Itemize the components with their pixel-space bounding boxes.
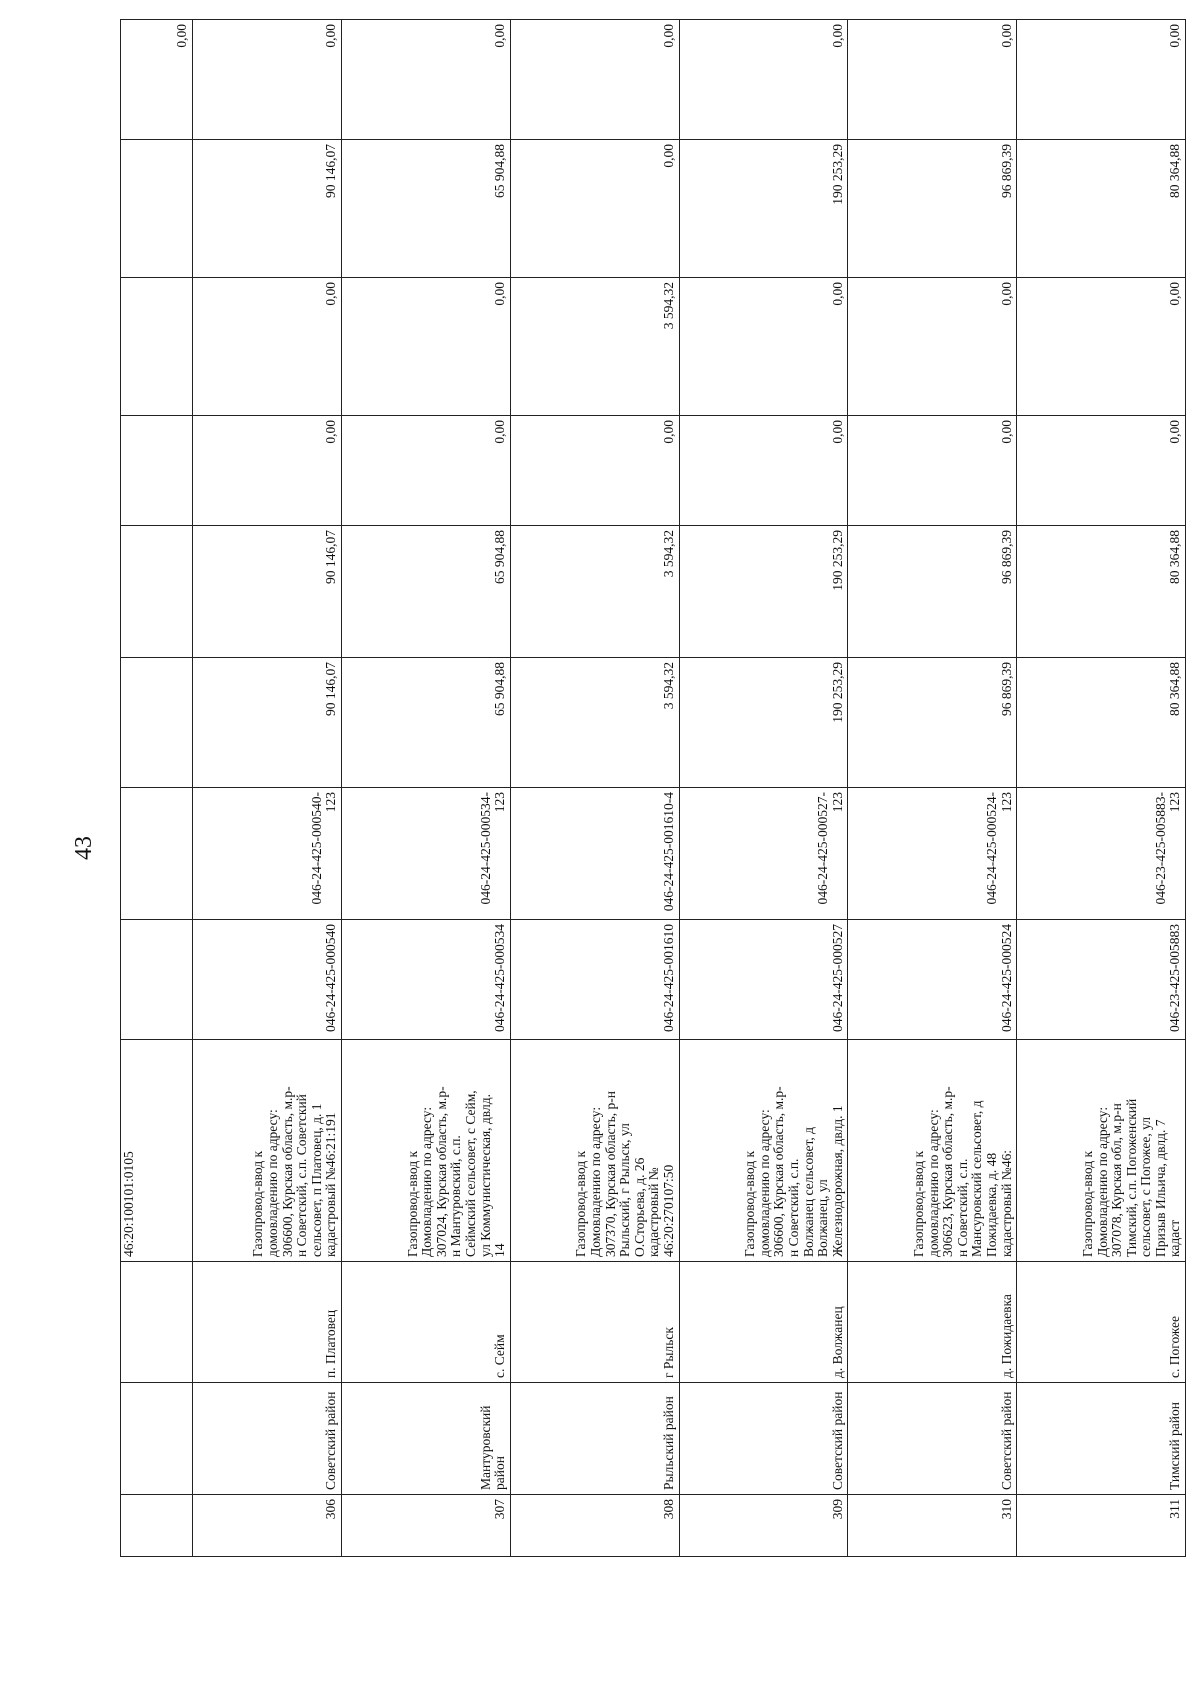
initial-cost: 80 364,88	[1167, 662, 1183, 716]
value-b: 0,00	[323, 420, 339, 444]
value-c: 0,00	[323, 282, 339, 306]
value-a-cell	[510, 526, 679, 658]
value-c-cell	[679, 278, 848, 416]
value-d: 0,00	[660, 24, 676, 48]
registry-number-cell	[341, 788, 510, 920]
value-c: 0,00	[1167, 282, 1183, 306]
initial-cost: 90 146,07	[323, 662, 339, 716]
description-line: 14	[492, 1243, 508, 1257]
locality: д. Пожидаевка	[998, 1294, 1014, 1378]
district: Рыльский район	[660, 1396, 676, 1490]
header-cell	[121, 416, 193, 526]
description-line: домовладению по адресу:	[264, 1109, 280, 1257]
row-number-cell	[341, 1495, 510, 1557]
value-b: 0,00	[660, 420, 676, 444]
cadastral-header-cell	[121, 1040, 193, 1262]
description-line: Газопровод-ввод к	[1079, 1150, 1095, 1257]
value-a: 190 253,29	[829, 530, 845, 591]
locality: с. Сейм	[492, 1334, 508, 1378]
value-a-cell	[192, 526, 341, 658]
description-line: О.Сторьева, д. 26	[631, 1157, 647, 1257]
table-row-header	[121, 20, 193, 1557]
row-number-cell	[510, 1495, 679, 1557]
header-cell	[121, 278, 193, 416]
registry-number-cell	[679, 788, 848, 920]
value-d-cell	[341, 20, 510, 140]
table-row	[510, 20, 679, 1557]
locality-cell	[192, 1262, 341, 1383]
inventory-number-cell	[192, 920, 341, 1040]
value-b-cell	[192, 416, 341, 526]
initial-cost: 190 253,29	[829, 662, 845, 723]
residual-value-cell	[1017, 140, 1186, 278]
row-number-cell	[192, 1495, 341, 1557]
locality: д. Волжанец	[829, 1306, 845, 1378]
value-b: 0,00	[998, 420, 1014, 444]
row-number: 310	[998, 1499, 1014, 1520]
header-cell	[121, 140, 193, 278]
description-line: Домовладению по адресу:	[588, 1106, 604, 1257]
description-line: кадастровый №46:	[998, 1150, 1014, 1257]
value-c-cell	[1017, 278, 1186, 416]
residual-value: 190 253,29	[829, 144, 845, 205]
residual-value-cell	[679, 140, 848, 278]
description-line: домовладению по адресу:	[756, 1109, 772, 1257]
value-b-cell	[679, 416, 848, 526]
value-a-cell	[341, 526, 510, 658]
registry-number: 046-23-425-005883-123	[1152, 792, 1183, 905]
value-c: 0,00	[998, 282, 1014, 306]
value-a: 80 364,88	[1167, 530, 1183, 584]
value-d: 0,00	[998, 24, 1014, 48]
description-line: Тимский, с.п. Погоженский	[1123, 1098, 1139, 1257]
header-cell	[121, 526, 193, 658]
inventory-number: 046-24-425-000534	[492, 924, 508, 1032]
initial-cost-cell	[510, 658, 679, 788]
row-number-cell	[848, 1495, 1017, 1557]
value-b: 0,00	[492, 420, 508, 444]
initial-cost: 96 869,39	[998, 662, 1014, 716]
residual-value-cell	[341, 140, 510, 278]
inventory-number: 046-24-425-001610	[660, 924, 676, 1032]
row-number: 311	[1167, 1499, 1183, 1519]
description-line: н Советский, с.п. Советский	[294, 1094, 310, 1257]
district-cell	[510, 1383, 679, 1495]
description-line: кадаст	[1167, 1219, 1183, 1257]
residual-value: 65 904,88	[492, 144, 508, 198]
initial-cost-cell	[679, 658, 848, 788]
locality: п. Платовец	[323, 1309, 339, 1378]
value-b: 0,00	[1167, 420, 1183, 444]
district-cell	[848, 1383, 1017, 1495]
description-line: Волжанец сельсовет, д	[800, 1126, 816, 1257]
table-row	[679, 20, 848, 1557]
value-a: 3 594,32	[660, 530, 676, 578]
value-b: 0,00	[829, 420, 845, 444]
registry-number-cell	[192, 788, 341, 920]
initial-cost-cell	[341, 658, 510, 788]
page-number: 43	[71, 836, 97, 860]
header-zero-value: 0,00	[174, 24, 190, 48]
initial-cost-cell	[1017, 658, 1186, 788]
header-cell	[121, 658, 193, 788]
inventory-number: 046-23-425-005883	[1167, 924, 1183, 1032]
value-a-cell	[1017, 526, 1186, 658]
value-a: 96 869,39	[998, 530, 1014, 584]
description-line: Газопровод-ввод к	[911, 1150, 927, 1257]
district-cell	[341, 1383, 510, 1495]
residual-value: 80 364,88	[1167, 144, 1183, 198]
header-cell	[121, 920, 193, 1040]
table-row	[192, 20, 341, 1557]
description-line: Газопровод-ввод к	[404, 1150, 420, 1257]
district: Тимский район	[1167, 1402, 1183, 1490]
description-line: кадастровый №46:21:191	[323, 1112, 339, 1257]
value-d-cell	[192, 20, 341, 140]
row-number: 308	[660, 1499, 676, 1520]
description-line: 306600, Курская область, м.р-	[771, 1086, 787, 1257]
locality-cell	[341, 1262, 510, 1383]
locality-cell	[1017, 1262, 1186, 1383]
description-line: Газопровод-ввод к	[742, 1150, 758, 1257]
registry-number-cell	[1017, 788, 1186, 920]
row-number: 307	[492, 1499, 508, 1520]
value-a-cell	[679, 526, 848, 658]
registry-number: 046-24-425-001610-4	[660, 792, 676, 912]
registry-number-cell	[510, 788, 679, 920]
registry-number: 046-24-425-000534-123	[477, 792, 508, 905]
inventory-number-cell	[679, 920, 848, 1040]
description-line: домовладению по адресу:	[925, 1109, 941, 1257]
residual-value-cell	[192, 140, 341, 278]
table-row	[848, 20, 1017, 1557]
inventory-number-cell	[510, 920, 679, 1040]
district-cell	[1017, 1383, 1186, 1495]
value-c: 0,00	[829, 282, 845, 306]
description-line: 306600, Курская область, м.р-	[279, 1086, 295, 1257]
description-line: Газопровод-ввод к	[250, 1150, 266, 1257]
inventory-number: 046-24-425-000527	[829, 924, 845, 1032]
residual-value-cell	[848, 140, 1017, 278]
residual-value: 90 146,07	[323, 144, 339, 198]
description-line: Мансуровский сельсовет, д	[969, 1100, 985, 1257]
object-description-cell	[510, 1040, 679, 1262]
description-line: 306623, Курская область, м.р-	[940, 1086, 956, 1257]
description-line: 307024, Курская область, м.р-	[433, 1086, 449, 1257]
rotated-table-container	[120, 24, 1186, 1557]
description-line: сельсовет, с Погожее, ул	[1138, 1117, 1154, 1257]
value-d-cell	[1017, 20, 1186, 140]
residual-value: 0,00	[660, 144, 676, 168]
row-number: 306	[323, 1499, 339, 1520]
header-cell	[121, 788, 193, 920]
description-line: ул Коммунистическая, двлд.	[477, 1094, 493, 1257]
residual-value-cell	[510, 140, 679, 278]
header-cell	[121, 1495, 193, 1557]
description-line: н Советский, с.п.	[954, 1158, 970, 1257]
header-zero-cell	[121, 20, 193, 140]
district: Советский район	[829, 1391, 845, 1490]
value-c-cell	[848, 278, 1017, 416]
value-c-cell	[510, 278, 679, 416]
cadastral-number: 46:20:100101:0105	[121, 1151, 136, 1257]
description-line: 307370, Курская область, р-н	[602, 1091, 618, 1257]
description-line: н Мантуровский, с.п.	[448, 1135, 464, 1257]
description-line: Сеймский сельсовет, с Сейм,	[462, 1090, 478, 1257]
value-c: 0,00	[492, 282, 508, 306]
district: Мантуровский район	[477, 1405, 508, 1490]
row-number-cell	[1017, 1495, 1186, 1557]
locality-cell	[848, 1262, 1017, 1383]
inventory-number-cell	[341, 920, 510, 1040]
description-line: Волжанец, ул	[815, 1179, 831, 1257]
district-cell	[679, 1383, 848, 1495]
inventory-number-cell	[1017, 920, 1186, 1040]
description-line: сельсовет, п Платовец, д. 1	[308, 1103, 324, 1257]
description-line: Железнодорожная, двлд. 1	[829, 1105, 845, 1257]
row-number: 309	[829, 1499, 845, 1520]
table-row	[341, 20, 510, 1557]
value-b-cell	[848, 416, 1017, 526]
value-d-cell	[510, 20, 679, 140]
header-cell	[121, 1383, 193, 1495]
description-line: Пожидаевка, д. 48	[983, 1152, 999, 1257]
inventory-number: 046-24-425-000524	[998, 924, 1014, 1032]
initial-cost-cell	[848, 658, 1017, 788]
registry-number: 046-24-425-000540-123	[308, 792, 339, 905]
value-d-cell	[848, 20, 1017, 140]
description-line: Домовладению по адресу:	[419, 1106, 435, 1257]
district-cell	[192, 1383, 341, 1495]
description-line: 46:20:270107:50	[660, 1164, 676, 1257]
residual-value: 96 869,39	[998, 144, 1014, 198]
locality: с. Погожее	[1167, 1316, 1183, 1378]
registry-number: 046-24-425-000524-123	[983, 792, 1014, 905]
registry-number-cell	[848, 788, 1017, 920]
description-line: н Советский, с.п.	[786, 1158, 801, 1257]
inventory-number: 046-24-425-000540	[323, 924, 339, 1032]
description-line: Рыльский, г Рыльск, ул	[617, 1123, 633, 1257]
value-a: 65 904,88	[492, 530, 508, 584]
object-description-cell	[1017, 1040, 1186, 1262]
row-number-cell	[679, 1495, 848, 1557]
value-b-cell	[1017, 416, 1186, 526]
value-a-cell	[848, 526, 1017, 658]
locality: г Рыльск	[660, 1327, 676, 1378]
register-table	[120, 19, 1186, 1557]
district: Советский район	[323, 1391, 339, 1490]
value-a: 90 146,07	[323, 530, 339, 584]
initial-cost-cell	[192, 658, 341, 788]
value-c: 3 594,32	[660, 282, 676, 330]
value-d: 0,00	[1167, 24, 1183, 48]
value-c-cell	[192, 278, 341, 416]
object-description-cell	[192, 1040, 341, 1262]
value-c-cell	[341, 278, 510, 416]
description-line: Домовладению по адресу:	[1094, 1106, 1110, 1257]
initial-cost: 3 594,32	[660, 662, 676, 710]
object-description-cell	[679, 1040, 848, 1262]
value-d: 0,00	[492, 24, 508, 48]
value-d: 0,00	[829, 24, 845, 48]
locality-cell	[679, 1262, 848, 1383]
value-b-cell	[510, 416, 679, 526]
value-d-cell	[679, 20, 848, 140]
description-line: Газопровод-ввод к	[573, 1150, 589, 1257]
object-description-cell	[848, 1040, 1017, 1262]
value-d: 0,00	[323, 24, 339, 48]
description-line: кадастровый №	[646, 1167, 662, 1257]
description-line: 307078, Курская обл, м.р-н	[1109, 1103, 1125, 1257]
locality-cell	[510, 1262, 679, 1383]
table-row	[1017, 20, 1186, 1557]
initial-cost: 65 904,88	[492, 662, 508, 716]
district: Советский район	[998, 1391, 1014, 1490]
header-cell	[121, 1262, 193, 1383]
registry-number: 046-24-425-000527-123	[815, 792, 845, 905]
description-line: Призыв Ильича, двлд. 7	[1152, 1119, 1168, 1257]
object-description-cell	[341, 1040, 510, 1262]
value-b-cell	[341, 416, 510, 526]
inventory-number-cell	[848, 920, 1017, 1040]
